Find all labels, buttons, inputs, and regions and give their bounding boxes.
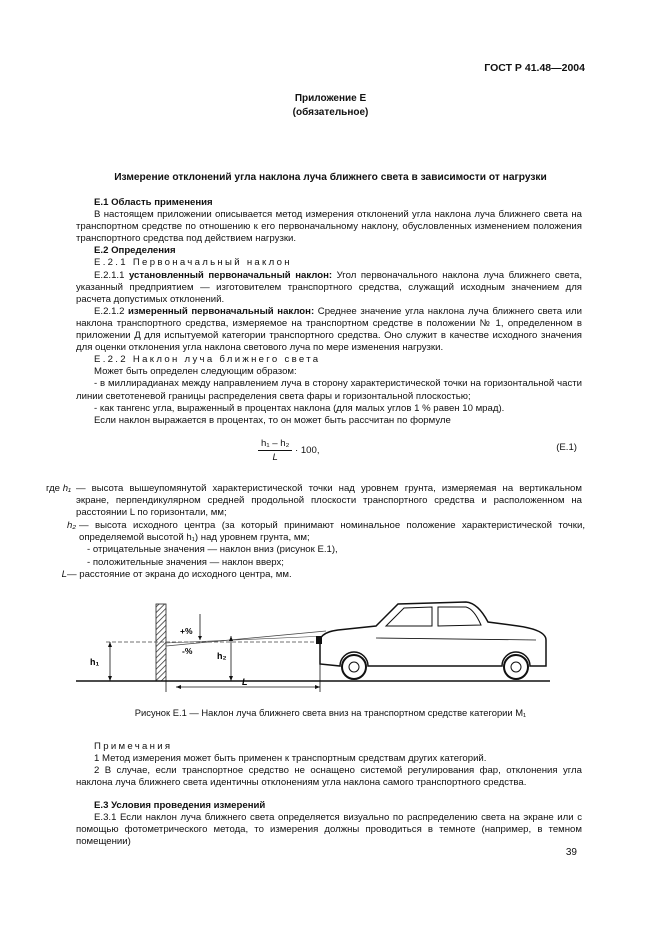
L-cell — [46, 569, 67, 581]
h2-arrow-bottom-icon — [229, 676, 233, 681]
h2-arrow-top-icon — [229, 636, 233, 641]
h2-item1: - отрицательные значения — наклон вниз (рисунок Е.1), — [87, 544, 338, 556]
where-h2-row — [46, 520, 586, 568]
h2-item2: - положительные значения — наклон вверх; — [87, 556, 284, 568]
section-title: Измерение отклонений угла наклона луча ближнего света в зависимости от нагрузки — [114, 172, 547, 183]
e31-text: Е.3.1 Если наклон луча ближнего света определяется визуально по распределению света на экране или с помощью фотометрического метода, то измерения должны проводиться в темноте (например, в темном помещении) — [76, 812, 582, 848]
h1-arrow-bottom-icon — [108, 676, 112, 681]
e212-term: измеренный первоначальный наклон: — [128, 305, 315, 317]
e1-heading: Е.1 Область применения — [94, 197, 213, 208]
page-number: 39 — [565, 847, 577, 858]
formula-factor: · 100, — [294, 445, 320, 457]
e3-heading: Е.3 Условия проведения измерений — [94, 800, 266, 811]
e22-text1: Может быть определен следующим образом: — [94, 366, 297, 378]
h2-symbol: h₂ — [67, 520, 76, 532]
h1-label: h₁ — [90, 657, 100, 667]
figure-e1 — [76, 596, 556, 698]
where-h1-row — [46, 483, 586, 519]
e21-heading: Е.2.1 Первоначальный наклон — [94, 257, 292, 269]
notes-block — [76, 741, 582, 789]
h1-arrow-top-icon — [108, 642, 112, 647]
variables-definition — [46, 483, 586, 581]
e212-number: Е.2.1.2 — [94, 305, 129, 317]
document-code: ГОСТ Р 41.48—2004 — [484, 62, 585, 74]
e3-block — [76, 800, 582, 848]
h1-symbol: h₁ — [62, 483, 72, 494]
main-text — [76, 197, 582, 427]
h2-definition-block — [79, 520, 585, 568]
e22-item1: - в миллирадианах между направлением луча в сторону характеристической точки на горизонтальной части линии светотеневой границы распределения света фары и горизонтальной плоскостью; — [76, 378, 582, 402]
plus-percent-label: +% — [180, 626, 193, 636]
e211-text: Угол первоначального наклона луча ближнего света, указанный предприятием — изготовителем транспортного средства, служащий исходным значением для расчета допустимых отклонений. — [76, 269, 582, 305]
L-arrow-right-icon — [315, 685, 320, 689]
L-arrow-left-icon — [176, 685, 181, 689]
formula-e1 — [258, 438, 320, 463]
formula-fraction — [258, 438, 292, 463]
e212-text: Среднее значение угла наклона луча ближнего света или наклона транспортного средства, измеряемое на транспортном средстве в положении № 1, определенном в приложении Д для испытуемой категории транспортного средства. Оно служит в качестве исходного значения для оценки отклонения угла наклона светового луча по мере изменения нагрузки. — [76, 305, 582, 354]
figure-caption: Рисунок Е.1 — Наклон луча ближнего света вниз на транспортном средстве категории M₁ — [134, 707, 527, 718]
e211-term: установленный первоначальный наклон: — [128, 269, 333, 281]
e211-number: Е.2.1.1 — [94, 269, 129, 281]
note-2: 2 В случае, если транспортное средство не оснащено системой регулирования фар, отклонения угла наклона луча ближнего света идентичны отклонениям угла наклона самого транспортного средства. — [76, 765, 582, 789]
note-1: 1 Метод измерения может быть применен к транспортным средствам других категорий. — [94, 753, 487, 765]
minus-percent-label: -% — [182, 646, 193, 656]
e22-text2: Если наклон выражается в процентах, то он может быть рассчитан по формуле — [94, 414, 451, 426]
screen-wall — [156, 604, 166, 681]
h1-definition: — высота вышеупомянутой характеристической точки над уровнем грунта, измеряемая на вертикальном экране, перпендикулярном средней продольной плоскости транспортного средства и расположенном на расстоянии L по горизонтали, мм; — [76, 483, 582, 519]
L-definition: — расстояние от экрана до исходного центра, мм. — [67, 568, 292, 580]
L-symbol: L — [61, 568, 67, 580]
car-icon — [316, 602, 546, 679]
e211-paragraph — [76, 270, 582, 306]
h2-definition: — высота исходного центра (за который принимают номинальное положение характеристической точки, определяемой высотой h₁) над уровнем грунта, мм; — [79, 520, 585, 544]
e22-item2: - как тангенс угла, выраженный в процентах наклона (для малых углов 1 % равен 10 мрад). — [94, 402, 505, 414]
e22-heading: Е.2.2 Наклон луча ближнего света — [94, 354, 321, 366]
formula-numerator: h₁ – h₂ — [258, 438, 292, 451]
percent-arrow-icon — [198, 636, 202, 640]
h2-cell — [46, 520, 79, 568]
appendix-subtitle: (обязательное) — [292, 107, 369, 118]
L-label: L — [242, 677, 248, 687]
where-prefix-cell — [46, 483, 76, 519]
e212-paragraph — [76, 306, 582, 354]
notes-heading: Примечания — [94, 741, 173, 752]
e2-heading: Е.2 Определения — [94, 245, 176, 257]
appendix-title: Приложение Е — [294, 93, 367, 104]
formula-number: (Е.1) — [556, 442, 577, 453]
e1-text: В настоящем приложении описывается метод измерения отклонений угла наклона луча ближнего света на транспортном средстве по отношению к его первоначальному наклону, обусловленных изменением положения транспортного средства под действием нагрузки. — [76, 209, 582, 245]
where-prefix: где — [46, 483, 61, 494]
h2-label: h₂ — [217, 651, 227, 661]
formula-denominator: L — [272, 452, 278, 463]
where-L-row — [46, 569, 586, 581]
